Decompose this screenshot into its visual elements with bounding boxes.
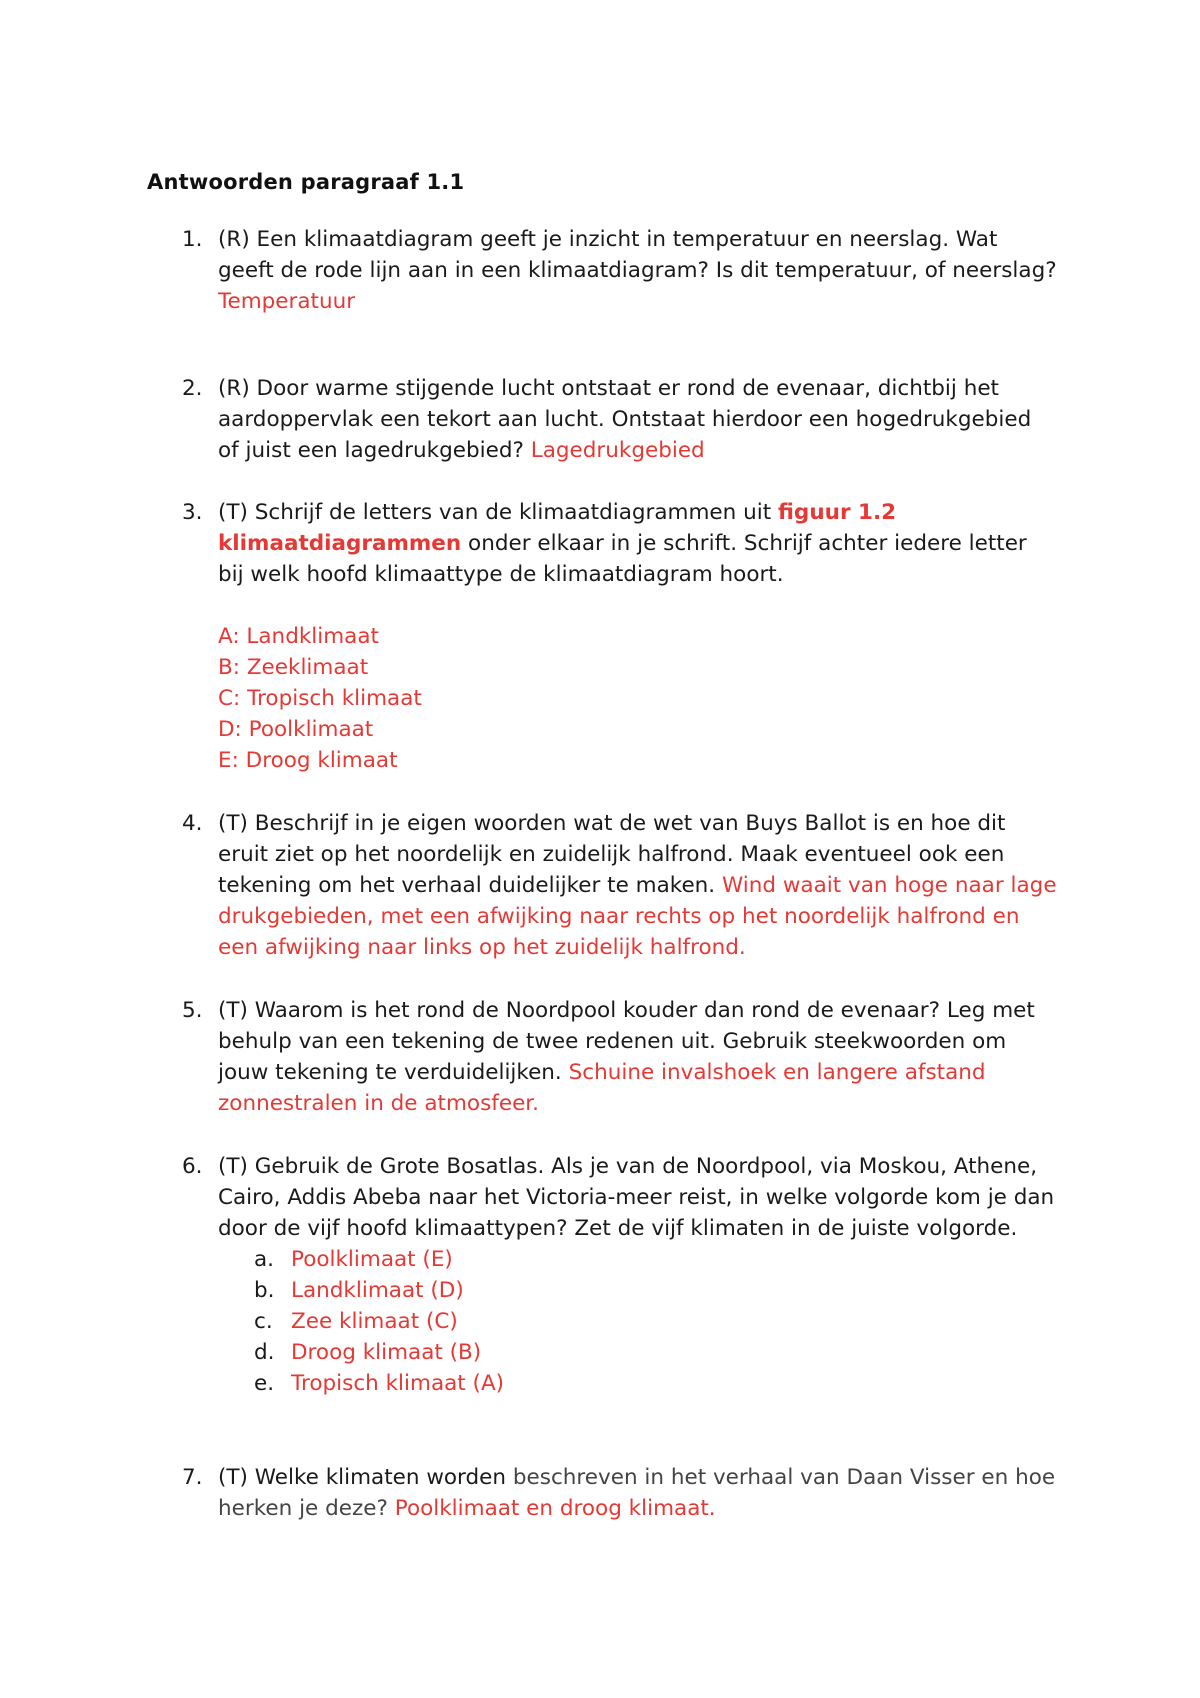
question-body <box>218 1462 1058 1524</box>
question-number: 3. <box>182 500 203 525</box>
answer-text: Schuine invalshoek en langere afstand zonnestralen in de atmosfeer. <box>218 1060 986 1116</box>
list-item <box>218 1275 1058 1306</box>
list-item <box>218 1306 1058 1337</box>
question-body <box>218 497 1058 590</box>
question-text: (R) Een klimaatdiagram geeft je inzicht in temperatuur en neerslag. Wat geeft de rode lijn aan in een klimaatdiagram? Is dit temperatuur, of neerslag? <box>218 227 1057 283</box>
page-title: Antwoorden paragraaf 1.1 <box>147 170 465 194</box>
question-body <box>218 373 1058 466</box>
question-body <box>218 224 1058 317</box>
answer-item: C: Tropisch klimaat <box>218 686 422 711</box>
question-text-continued: onder elkaar in je schrift. Schrijf achter iedere letter bij welk hoofd klimaattype de klimaatdiagram hoort. <box>218 531 1027 587</box>
list-item <box>218 1368 1058 1399</box>
question-4 <box>182 808 1062 963</box>
answer-text: Wind waait van hoge naar lage drukgebieden, met een afwijking naar rechts op het noordelijk halfrond en een afwijking naar links op het zuidelijk halfrond. <box>218 873 1057 960</box>
question-body <box>218 995 1058 1119</box>
question-text: (R) Door warme stijgende lucht ontstaat er rond de evenaar, dichtbij het aardoppervlak een tekort aan lucht. Ontstaat hierdoor een hogedrukgebied of juist een lagedrukgebied? <box>218 376 1032 463</box>
question-text: (T) Waarom is het rond de Noordpool kouder dan rond de evenaar? Leg met behulp van een tekening de twee redenen uit. Gebruik steekwoorden om jouw tekening te verduidelijken. <box>218 998 1035 1085</box>
list-item <box>218 1337 1058 1368</box>
figure-reference: figuur 1.2 klimaatdiagrammen <box>218 500 897 556</box>
answer-item: B: Zeeklimaat <box>218 655 369 680</box>
climate-answers-list <box>218 621 422 776</box>
question-number: 4. <box>182 811 203 836</box>
answer-text: Landklimaat (D) <box>291 1278 464 1303</box>
climate-order-list <box>218 1244 1058 1399</box>
question-1 <box>182 224 1062 317</box>
answer-text: Lagedrukgebied <box>530 438 705 463</box>
list-letter: e. <box>254 1371 275 1396</box>
question-number: 2. <box>182 376 203 401</box>
answer-text: Poolklimaat en droog klimaat. <box>394 1496 716 1521</box>
answer-text: Tropisch klimaat (A) <box>291 1371 505 1396</box>
answer-text: Poolklimaat (E) <box>291 1247 453 1272</box>
question-2 <box>182 373 1062 466</box>
question-number: 5. <box>182 998 203 1023</box>
question-7 <box>182 1462 1062 1524</box>
question-3 <box>182 497 1062 590</box>
list-letter: d. <box>254 1340 275 1365</box>
question-text: (T) Beschrijf in je eigen woorden wat de wet van Buys Ballot is en hoe dit eruit ziet op het noordelijk en zuidelijk halfrond. Maak eventueel ook een tekening om het verhaal duidelijker te maken. <box>218 811 1006 898</box>
question-body <box>218 808 1058 963</box>
question-6 <box>182 1151 1062 1399</box>
list-letter: c. <box>254 1309 273 1334</box>
question-body <box>218 1151 1058 1399</box>
answer-item: E: Droog klimaat <box>218 748 398 773</box>
question-text: (T) Schrijf de letters van de klimaatdiagrammen uit <box>218 500 772 525</box>
answer-text: Temperatuur <box>218 289 356 314</box>
answer-item: A: Landklimaat <box>218 624 379 649</box>
question-text-grey: beschreven in het verhaal van Daan Visser en hoe herken je deze? <box>218 1465 1056 1521</box>
answer-text: Zee klimaat (C) <box>291 1309 458 1334</box>
question-5 <box>182 995 1062 1119</box>
question-number: 6. <box>182 1154 203 1179</box>
list-item <box>218 1244 1058 1275</box>
question-number: 7. <box>182 1465 203 1490</box>
list-letter: b. <box>254 1278 275 1303</box>
answer-text: Droog klimaat (B) <box>291 1340 482 1365</box>
question-text: (T) Gebruik de Grote Bosatlas. Als je van de Noordpool, via Moskou, Athene, Cairo, Addis Abeba naar het Victoria-meer reist, in welke volgorde kom je dan door de vijf hoofd klimaattypen? Zet de vijf klimaten in de juiste volgorde. <box>218 1154 1055 1241</box>
question-number: 1. <box>182 227 203 252</box>
answer-item: D: Poolklimaat <box>218 717 374 742</box>
question-text: (T) Welke klimaten worden <box>218 1465 507 1490</box>
list-letter: a. <box>254 1247 275 1272</box>
